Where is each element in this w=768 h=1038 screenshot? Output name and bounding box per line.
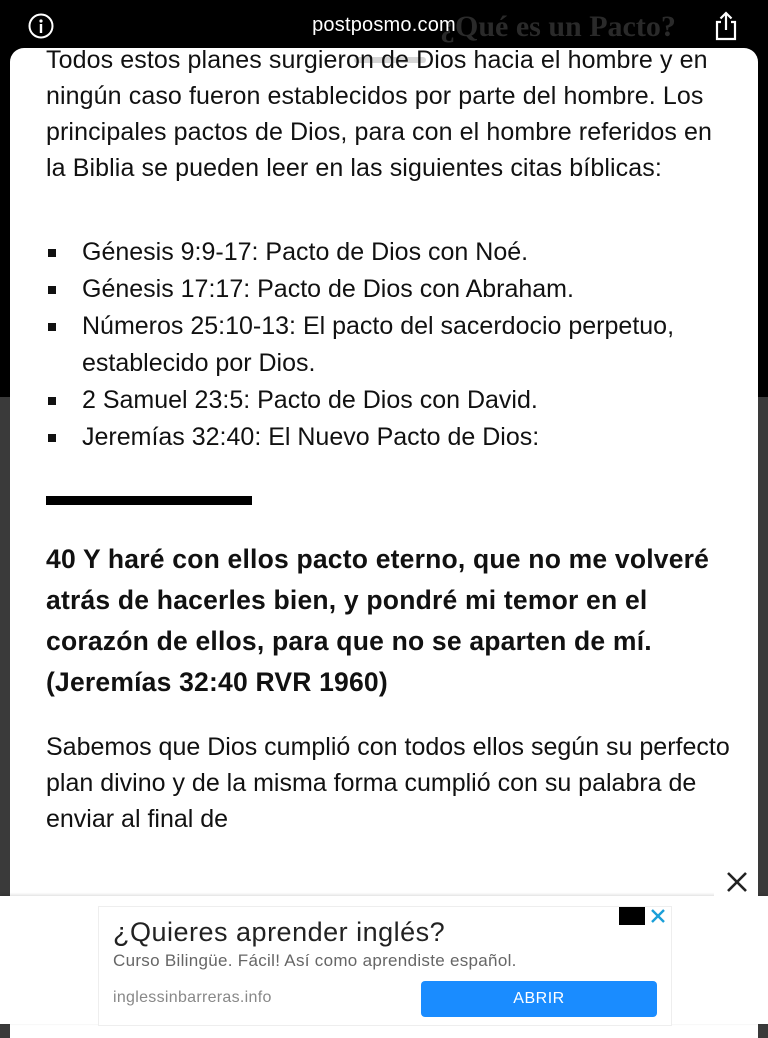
- bible-quote: 40 Y haré con ellos pacto eterno, que no me volveré atrás de hacerles bien, y pondré mi temor en el corazón de ellos, para que no se aparten de mí. (Jeremías 32:40 RVR 1960): [46, 544, 710, 697]
- bullet-icon: [48, 286, 56, 294]
- list-item: [46, 382, 736, 419]
- bullet-icon: [48, 249, 56, 257]
- bullet-icon: [48, 323, 56, 331]
- citation-text: 2 Samuel 23:5: Pacto de Dios con David.: [82, 386, 538, 414]
- ad-choices-icon[interactable]: [619, 907, 671, 925]
- ad-description: Curso Bilingüe. Fácil! Así como aprendiste español.: [113, 951, 517, 970]
- background-page-title: ¿Qué es un Pacto?: [440, 10, 676, 43]
- list-item: [46, 308, 736, 382]
- citation-list: [46, 234, 736, 456]
- intro-paragraph: Todos estos planes surgieron de Dios hacia el hombre y en ningún caso fueron establecidos por parte del hombre. Los principales pactos de Dios, para con el hombre referidos en la Biblia se pueden leer en las siguientes citas bíblicas:: [46, 48, 712, 182]
- browser-toolbar: [0, 0, 768, 52]
- close-icon[interactable]: [725, 872, 749, 892]
- ad-choices-badge: [619, 907, 645, 925]
- ad-card[interactable]: [98, 906, 672, 1026]
- citation-text: Génesis 9:9-17: Pacto de Dios con Noé.: [82, 238, 529, 266]
- closing-paragraph: Sabemos que Dios cumplió con todos ellos según su perfecto plan divino y de la misma forma cumplió con su palabra de enviar al final de: [46, 733, 730, 833]
- ad-close-button[interactable]: [714, 864, 758, 900]
- citation-text: Jeremías 32:40: El Nuevo Pacto de Dios:: [82, 423, 540, 451]
- citation-text: Números 25:10-13: El pacto del sacerdocio perpetuo, establecido por Dios.: [82, 312, 675, 377]
- ad-open-button[interactable]: ABRIR: [421, 981, 657, 1017]
- divider: [46, 496, 252, 505]
- ad-headline[interactable]: ¿Quieres aprender inglés?: [113, 917, 446, 947]
- share-icon[interactable]: [712, 11, 740, 41]
- reader-sheet[interactable]: [10, 48, 758, 1038]
- ad-domain: inglessinbarreras.info: [113, 989, 272, 1006]
- bullet-icon: [48, 434, 56, 442]
- article-content: [46, 48, 736, 837]
- close-icon[interactable]: [651, 909, 665, 923]
- citation-text: Génesis 17:17: Pacto de Dios con Abraham.: [82, 275, 574, 303]
- list-item: [46, 419, 736, 456]
- bullet-icon: [48, 397, 56, 405]
- list-item: [46, 234, 736, 271]
- list-item: [46, 271, 736, 308]
- url-label[interactable]: postposmo.com: [312, 14, 456, 36]
